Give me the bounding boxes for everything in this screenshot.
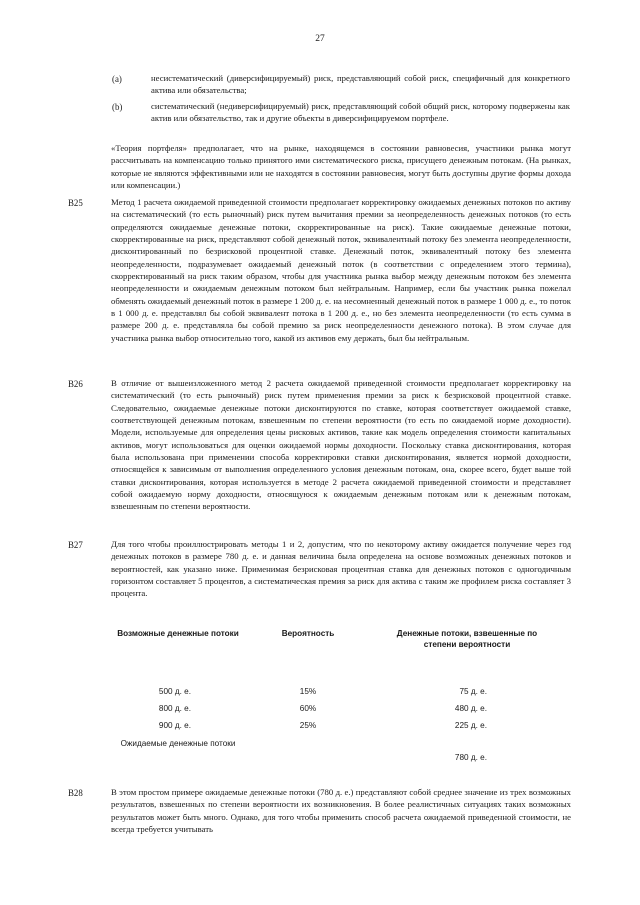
table-cell-probability: 25%	[299, 721, 317, 730]
paragraph-label-b27: B27	[68, 540, 83, 550]
paragraph-label-b25: B25	[68, 198, 83, 208]
paragraph-b26-text: В отличие от вышеизложенного метод 2 расчета ожидаемой приведенной стоимости предполагает корректировку на систематический (то есть рыночный) риск путем применения премии за риск к безрисковой процентной ставке. Следовательно, ожидаемые денежные потоки дисконтируются по ставке, которая соответствует ожидаемой ставке, соответствующей денежным потокам, взвешенным по степени вероятности (то есть по ожидаемой норме доходности). Модели, используемые для определения цены рисковых активов, такие как модель определения стоимости капитальных активов, могут использоваться для оценки ожидаемой нормы доходности. Поскольку ставка дисконтирования, которая была использована при применении способа корректировки ставки дисконтирования, является нормой доходности, относящейся к зависимым от выполнения определенного условия денежным потокам, она, скорее всего, будет выше той ставки дисконтирования, которая используется в методе 2 расчета ожидаемой приведенной стоимости и представляет собой ожидаемую норму доходности, относящуюся к ожидаемым денежным потокам или к денежным потокам, взвешенным по степени вероятности.	[111, 378, 571, 512]
table-header-possible-cash-flows: Возможные денежные потоки	[117, 629, 239, 638]
paragraph-b28-text: В этом простом примере ожидаемые денежные потоки (780 д. е.) представляют собой среднее значение из трех возможных результатов, взвешенных по степени вероятности их возникновения. В более реалистичных ситуациях таких возможных результатов может быть много. Однако, для того чтобы применить способ расчета ожидаемой приведенной стоимости, не всегда требуется учитывать	[111, 787, 571, 835]
table-cell-cash-flow: 900 д. е.	[158, 721, 191, 730]
paragraph-b27-text: Для того чтобы проиллюстрировать методы 1 и 2, допустим, что по некоторому активу ожидается получение через год денежных потоков в размере 780 д. е. и данная величина была определена на основе возможных денежных потоков и вероятностей, как указано ниже. Применимая безрисковая процентная ставка для денежных потоков с одногодичным горизонтом составляет 5 процентов, а систематическая премия за риск для актива с таким же профилем риска составляет 3 процента.	[111, 539, 571, 599]
list-marker-a: (a)	[112, 74, 122, 84]
portfolio-theory-text: «Теория портфеля» предполагает, что на рынке, находящемся в состоянии равновесия, участники рынка могут рассчитывать на компенсацию только принятого ими систематического риска, присущего денежным потокам. (На рынках, которые не являются эффективными или не находятся в состоянии равновесия, могут быть доступны другие формы дохода или компенсации.)	[111, 143, 571, 191]
table-cell-probability: 15%	[299, 687, 317, 696]
page-number: 27	[315, 34, 325, 44]
table-cell-cash-flow: 800 д. е.	[158, 704, 191, 713]
paragraph-label-b26: B26	[68, 379, 83, 389]
table-total-value: 780 д. е.	[454, 753, 487, 762]
list-item-b-text: систематический (недиверсифицируемый) риск, представляющий собой общий риск, которому подвержены как актив или обязательство, так и другие объекты в диверсифицируемом портфеле.	[151, 101, 570, 124]
list-marker-b: (b)	[112, 102, 123, 112]
table-cell-weighted: 225 д. е.	[454, 721, 487, 730]
table-header-weighted-cash-flows: Денежные потоки, взвешенные по степени вероятности	[396, 629, 538, 650]
paragraph-b25-text: Метод 1 расчета ожидаемой приведенной стоимости предполагает корректировку ожидаемых денежных потоков по активу на систематический (то есть рыночный) риск путем вычитания премии за неопределенность денежных потоков (то есть определяются ожидаемые денежные потоки, скорректированные на риск). Такие ожидаемые денежные потоки, скорректированные на риск, представляют собой денежный поток, эквивалентный потоку без элемента неопределенности, дисконтированный по безрисковой процентной ставке. Денежный поток, эквивалентный потоку без элемента неопределенности, подразумевает ожидаемый денежный поток (в соответствии с определением этого термина), скорректированный на риск таким образом, чтобы для участника рынка выбор между денежным потоком без элемента неопределенности и ожидаемым денежным потоком был нейтральным. Например, если бы участник рынка пожелал обменять ожидаемый денежный поток в размере 1 200 д. е. на несомненный денежный поток в размере 1 000 д. е., то поток в 1 000 д. е. представлял бы собой эквивалент потока в 1 200 д. е., но без элемента неопределенности (то есть сумма в размере 200 д. е. представляла бы собой премию за риск неопределенности денежного потока). В этом случае для участника рынка выбор относительно того, какой из активов ему держать, был бы нейтральным.	[111, 197, 571, 343]
paragraph-label-b28: B28	[68, 788, 83, 798]
table-cell-cash-flow: 500 д. е.	[158, 687, 191, 696]
table-header-probability: Вероятность	[281, 629, 335, 638]
table-cell-weighted: 480 д. е.	[454, 704, 487, 713]
table-total-label: Ожидаемые денежные потоки	[120, 739, 236, 748]
table-cell-weighted: 75 д. е.	[459, 687, 487, 696]
list-item-a-text: несистематический (диверсифицируемый) риск, представляющий собой риск, специфичный для конкретного актива или обязательства;	[151, 73, 570, 96]
table-cell-probability: 60%	[299, 704, 317, 713]
